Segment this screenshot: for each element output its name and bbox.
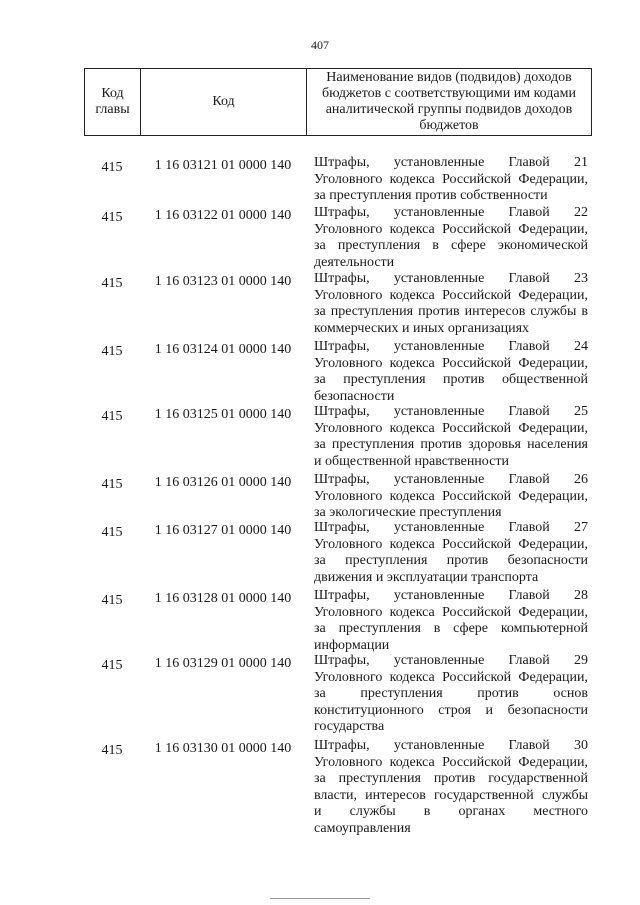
- description-line: государства: [314, 719, 385, 734]
- description-line: деятельности: [314, 254, 395, 270]
- row-chapter-code: 415: [101, 409, 123, 424]
- description-line: Штрафы, установленные Главой 24: [314, 339, 588, 354]
- row-description: [314, 404, 588, 470]
- row-chapter-code: 415: [101, 344, 123, 359]
- table-header: [84, 68, 592, 136]
- description-line: Уголовного кодекса Российской Федерации,: [314, 536, 588, 552]
- description-line: Штрафы, установленные Главой 27: [314, 520, 588, 535]
- description-line: и общественной нравственности: [314, 453, 509, 469]
- row-chapter-code: 415: [101, 743, 123, 758]
- description-line: информации: [314, 637, 390, 653]
- description-line: за преступления против здоровья населения: [314, 437, 588, 452]
- row-description: [314, 339, 588, 405]
- description-line: Штрафы, установленные Главой 29: [314, 653, 588, 668]
- page-number: 407: [311, 38, 329, 52]
- description-line: Уголовного кодекса Российской Федерации,: [314, 488, 588, 504]
- description-line: за экологические преступления: [314, 505, 502, 520]
- row-description: [314, 520, 588, 586]
- description-line: за преступления против основ: [314, 686, 588, 701]
- row-chapter-code: 415: [101, 160, 123, 175]
- description-line: Уголовного кодекса Российской Федерации,: [314, 221, 588, 237]
- row-budget-code: 1 16 03121 01 0000 140: [154, 158, 292, 173]
- row-description: [314, 472, 588, 522]
- description-line: движения и эксплуатации транспорта: [314, 569, 539, 585]
- description-line: Штрафы, установленные Главой 26: [314, 472, 588, 487]
- row-description: [314, 271, 588, 337]
- row-budget-code: 1 16 03129 01 0000 140: [154, 656, 292, 671]
- row-budget-code: 1 16 03122 01 0000 140: [154, 208, 292, 223]
- row-budget-code: 1 16 03124 01 0000 140: [154, 342, 292, 357]
- scan-edge-mark: [270, 898, 370, 902]
- description-line: Уголовного кодекса Российской Федерации,: [314, 669, 588, 685]
- row-description: [314, 205, 588, 271]
- row-description: [314, 738, 588, 837]
- description-line: Штрафы, установленные Главой 23: [314, 271, 588, 286]
- description-line: Уголовного кодекса Российской Федерации,: [314, 355, 588, 371]
- description-line: власти, интересов государственной службы: [314, 787, 588, 803]
- header-name: Наименование видов (подвидов) доходов бюджетов с соответствующими им кодами аналитической группы подвидов доходов бюджетов: [322, 70, 576, 133]
- description-line: за преступления против общественной: [314, 372, 588, 387]
- description-line: за преступления против государственной: [314, 771, 588, 786]
- description-line: Уголовного кодекса Российской Федерации,: [314, 171, 588, 187]
- header-code-chapter: Код главы: [85, 69, 141, 135]
- description-line: за преступления против интересов службы в: [314, 304, 588, 319]
- description-line: коммерческих и иных организациях: [314, 320, 530, 336]
- row-chapter-code: 415: [101, 525, 123, 540]
- description-line: Штрафы, установленные Главой 28: [314, 588, 588, 603]
- row-description: [314, 653, 588, 736]
- description-line: за преступления в сфере экономической: [314, 238, 588, 253]
- description-line: Уголовного кодекса Российской Федерации,: [314, 287, 588, 303]
- description-line: Штрафы, установленные Главой 21: [314, 155, 588, 170]
- description-line: Уголовного кодекса Российской Федерации,: [314, 754, 588, 770]
- row-chapter-code: 415: [101, 276, 123, 291]
- row-budget-code: 1 16 03128 01 0000 140: [154, 591, 292, 606]
- description-line: и службы в органах местного: [314, 804, 588, 819]
- description-line: безопасности: [314, 388, 395, 404]
- description-line: конституционного строя и безопасности: [314, 702, 588, 718]
- row-chapter-code: 415: [101, 210, 123, 225]
- row-chapter-code: 415: [101, 658, 123, 673]
- row-budget-code: 1 16 03127 01 0000 140: [154, 523, 292, 538]
- description-line: за преступления в сфере компьютерной: [314, 621, 588, 636]
- row-description: [314, 588, 588, 654]
- row-budget-code: 1 16 03130 01 0000 140: [154, 741, 292, 756]
- row-chapter-code: 415: [101, 593, 123, 608]
- description-line: Уголовного кодекса Российской Федерации,: [314, 420, 588, 436]
- row-description: [314, 155, 588, 205]
- row-chapter-code: 415: [101, 477, 123, 492]
- header-code: Код: [141, 69, 307, 135]
- description-line: за преступления против безопасности: [314, 553, 588, 568]
- row-budget-code: 1 16 03125 01 0000 140: [154, 407, 292, 422]
- description-line: за преступления против собственности: [314, 188, 548, 203]
- description-line: Штрафы, установленные Главой 25: [314, 404, 588, 419]
- row-budget-code: 1 16 03126 01 0000 140: [154, 475, 292, 490]
- description-line: Уголовного кодекса Российской Федерации,: [314, 604, 588, 620]
- row-budget-code: 1 16 03123 01 0000 140: [154, 274, 292, 289]
- description-line: Штрафы, установленные Главой 22: [314, 205, 588, 220]
- description-line: Штрафы, установленные Главой 30: [314, 738, 588, 753]
- description-line: самоуправления: [314, 820, 411, 836]
